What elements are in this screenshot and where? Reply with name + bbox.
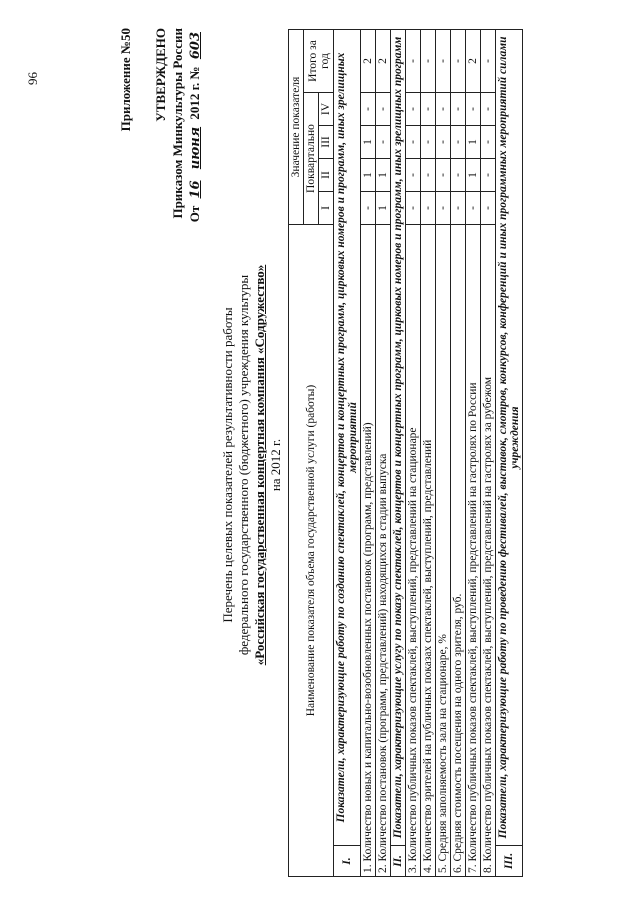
indicator-name: 2. Количество постановок (программ, представлений) находящихся в стадии выпуска xyxy=(376,225,391,877)
date-year: 2012 г. № xyxy=(187,66,202,120)
quarter-value: - xyxy=(451,93,466,126)
quarter-value: - xyxy=(406,192,421,225)
approval-block xyxy=(152,28,204,222)
title-line-1: Перечень целевых показателей результативности работы xyxy=(220,307,235,623)
quarter-value: - xyxy=(376,93,391,126)
quarter-value: 1 xyxy=(466,159,481,192)
total-value: - xyxy=(421,30,436,93)
table-row xyxy=(466,30,481,877)
quarter-value: - xyxy=(421,126,436,159)
section-number: I. xyxy=(334,846,361,877)
order-label: Приказом Минкультуры России xyxy=(170,28,185,219)
total-value: - xyxy=(406,30,421,93)
quarter-value: - xyxy=(466,93,481,126)
header-quarterly: Поквартально xyxy=(304,93,319,225)
quarter-value: - xyxy=(406,93,421,126)
indicator-name: 3. Количество публичных показов спектаклей, выступлений, представлений на стационаре xyxy=(406,225,421,877)
quarter-value: - xyxy=(436,93,451,126)
header-name: Наименование показателя объема государственной услуги (работы) xyxy=(289,225,334,877)
section-row xyxy=(391,30,406,877)
total-value: - xyxy=(451,30,466,93)
quarter-value: 1 xyxy=(376,159,391,192)
order-number: 603 xyxy=(188,32,203,60)
section-row xyxy=(334,30,361,877)
header-q1: I xyxy=(319,192,334,225)
approved-label: УТВЕРЖДЕНО xyxy=(153,28,168,122)
quarter-value: 1 xyxy=(466,126,481,159)
title-line-3: «Российская государственная концертная компания «Содружество» xyxy=(252,264,267,666)
quarter-value: - xyxy=(481,93,496,126)
total-value: 2 xyxy=(376,30,391,93)
quarter-value: - xyxy=(481,126,496,159)
quarter-value: - xyxy=(361,192,376,225)
order-date xyxy=(186,28,204,222)
quarter-value: - xyxy=(406,126,421,159)
quarter-value: - xyxy=(361,93,376,126)
quarter-value: - xyxy=(376,126,391,159)
quarter-value: 1 xyxy=(376,192,391,225)
quarter-value: - xyxy=(421,192,436,225)
indicator-name: 4. Количество зрителей на публичных показах спектаклей, выступлений, представлений xyxy=(421,225,436,877)
table-row xyxy=(406,30,421,877)
appendix-label: Приложение №50 xyxy=(118,28,133,132)
quarter-value: - xyxy=(481,192,496,225)
document-title xyxy=(220,195,284,735)
quarter-value: 1 xyxy=(361,126,376,159)
table-row xyxy=(451,30,466,877)
quarter-value: - xyxy=(406,159,421,192)
title-line-4: на 2012 г. xyxy=(268,438,283,492)
indicator-name: 8. Количество публичных показов спектаклей, выступлений, представлений на гастролях за рубежом xyxy=(481,225,496,877)
quarter-value: - xyxy=(466,192,481,225)
quarter-value: - xyxy=(481,159,496,192)
indicator-name: 6. Средняя стоимость посещения на одного зрителя, руб. xyxy=(451,225,466,877)
indicators-table xyxy=(288,29,523,877)
title-line-2: федерального государственного (бюджетного) учреждения культуры xyxy=(236,274,251,656)
section-title: Показатели, характеризующие услугу по показу спектаклей, концертов и концертных программ, цирковых номеров и программ, иных зрелищных программ xyxy=(391,30,406,846)
indicator-name: 5. Средняя заполняемость зала на стационаре, % xyxy=(436,225,451,877)
section-row xyxy=(496,30,523,877)
section-title: Показатели, характеризующие работу по проведению фестивалей, выставок, смотров, конкурсов, конференций и иных программных мероприятий силами учреждения xyxy=(496,30,523,846)
section-title: Показатели, характеризующие работу по созданию спектаклей, концертов и концертных программ, цирковых номеров и программ, иных зрелищных мероприятий xyxy=(334,30,361,846)
header-total: Итого за год xyxy=(304,30,334,93)
quarter-value: - xyxy=(451,126,466,159)
quarter-value: - xyxy=(421,93,436,126)
indicator-name: 1. Количество новых и капитально-возобновленных постановок (программ, представлений) xyxy=(361,225,376,877)
header-q2: II xyxy=(319,159,334,192)
section-number: II. xyxy=(391,846,406,877)
date-day: 16 xyxy=(188,180,203,199)
table-body xyxy=(334,30,523,877)
total-value: - xyxy=(481,30,496,93)
page-number: 96 xyxy=(25,72,40,85)
quarter-value: 1 xyxy=(361,159,376,192)
indicator-name: 7. Количество публичных показов спектаклей, выступлений, представлений на гастролях по России xyxy=(466,225,481,877)
table-row xyxy=(481,30,496,877)
date-month: июня xyxy=(188,126,203,170)
quarter-value: - xyxy=(436,192,451,225)
quarter-value: - xyxy=(421,159,436,192)
table-row xyxy=(361,30,376,877)
quarter-value: - xyxy=(436,126,451,159)
total-value: 2 xyxy=(466,30,481,93)
table-row xyxy=(421,30,436,877)
total-value: - xyxy=(436,30,451,93)
quarter-value: - xyxy=(451,192,466,225)
header-q3: III xyxy=(319,126,334,159)
header-q4: IV xyxy=(319,93,334,126)
date-prefix: От xyxy=(187,205,202,223)
table-row xyxy=(376,30,391,877)
total-value: 2 xyxy=(361,30,376,93)
section-number: III. xyxy=(496,846,523,877)
rotated-page xyxy=(20,20,620,885)
table-row xyxy=(436,30,451,877)
quarter-value: - xyxy=(436,159,451,192)
header-value: Значение показателя xyxy=(289,30,304,225)
quarter-value: - xyxy=(451,159,466,192)
